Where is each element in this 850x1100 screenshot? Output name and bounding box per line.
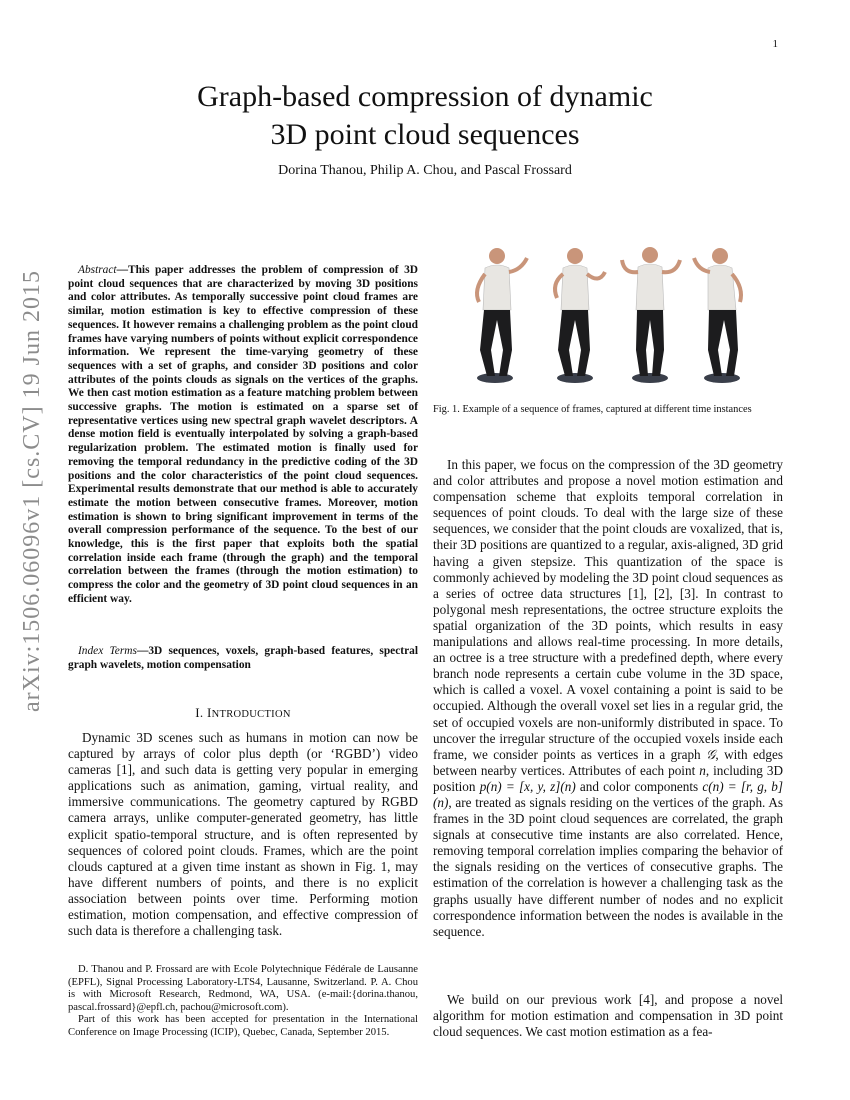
right-column-paragraph-1 — [433, 457, 783, 940]
frame-3-figure — [622, 247, 680, 383]
author-list: Dorina Thanou, Philip A. Chou, and Pascal Frossard — [278, 163, 572, 178]
footnotes — [68, 964, 418, 1040]
para1-part-a: In this paper, we focus on the compression of the 3D geometry and color attributes and propose a novel motion estimation and compensation scheme that exploits temporal correlation in sequences of point clouds. To deal with the large size of these sequences, we consider that the point clouds are voxalized, that is, their 3D positions are quantized to a regular, axis-aligned, 3D grid having a given stepsize. This quantization of the space is commonly achieved by modeling the 3D point cloud sequences as a series of octree data structures [1], [2], [3]. In contrast to polygonal mesh representations, the octree structure exploits the spatial organization of the 3D points, which results in easy manipulations and allows real-time processing. In more details, an octree is a tree structure with a predefined depth, where every branch node represents a certain cube volume in the 3D space, which is called a voxel. A voxel containing a point is said to be occupied. Although the overall voxel set lies in a regular grid, the set of occupied voxels are non-uniformly distributed in space. To uncover the irregular structure of the occupied voxels inside each frame, we consider points as vertices in a graph — [433, 457, 783, 762]
para1-part-c: , including 3D position — [433, 762, 783, 794]
para1-part-d: and color components — [575, 778, 703, 794]
page-number: 1 — [772, 38, 778, 50]
index-terms — [68, 645, 418, 672]
footnote-publication: Part of this work has been accepted for presentation in the International Conference on Image Processing (ICIP), Quebec, Canada, September 2015. — [68, 1014, 418, 1038]
frame-2-figure — [555, 248, 605, 383]
right-column-paragraph-2: We build on our previous work [4], and propose a novel algorithm for motion estimation and compensation in 3D point cloud sequences. We cast motion estimation as a fea- — [433, 992, 783, 1040]
paper-title — [60, 78, 790, 154]
footnote-affiliation: D. Thanou and P. Frossard are with Ecole Polytechnique Fédérale de Lausanne (EPFL), Signal Processing Laboratory-LTS4, Lausanne, Switzerland. P. A. Chou is with Microsoft Research, Redmond, WA, USA. (e-mail:{dorina.thanou, pascal.frossard}@epfl.ch, pachou@microsoft.com). — [68, 964, 418, 1013]
position-equation: p(n) = [x, y, z](n) — [479, 778, 576, 794]
n-symbol: n — [699, 762, 706, 778]
graph-symbol: 𝒢 — [706, 746, 716, 762]
abstract — [68, 264, 418, 607]
para1-part-e: , are treated as signals residing on the vertices of the graph. As frames in the 3D point cloud sequences are correlated, the graph signals at consecutive time instants are also correlated. Hence, removing temporal correlation implies comparing the behavior of the signals residing on the vertices of consecutive graphs. The estimation of the correlation is however a challenging task as the graphs usually have different number of nodes and no explicit correspondence information between the nodes is available in the sequence. — [433, 794, 783, 939]
color-equation: c(n) = [r, g, b](n) — [433, 778, 784, 810]
title-line-1: Graph-based compression of dynamic — [197, 80, 653, 113]
para1-part-b: , with edges between nearby vertices. Attributes of each point — [433, 746, 783, 778]
figure-point-cloud-frames — [450, 240, 770, 390]
frame-1-figure — [477, 248, 527, 383]
arxiv-identifier-stamp: arXiv:1506.06096v1 [cs.CV] 19 Jun 2015 — [19, 270, 45, 712]
figure-caption: Fig. 1. Example of a sequence of frames, captured at different time instances — [433, 404, 752, 415]
abstract-label: Abstract — [78, 264, 117, 276]
intro-paragraph: Dynamic 3D scenes such as humans in motion can now be captured by arrays of color plus depth (or ‘RGBD’) video cameras [1], and such data is getting very popular in emerging applications such as animation, gaming, virtual reality, and immersive communications. The geometry captured by RGBD camera arrays, unlike computer-generated geometry, has little explicit spatio-temporal structure, and is often represented by sequences of colored point clouds. Frames, which are the point clouds captured at a given time instant as shown in Fig. 1, may have different numbers of points, and there is no explicit association between points over time. Performing motion estimation, motion compensation, and effective compression of such data is therefore a challenging task. — [68, 730, 418, 939]
title-line-2: 3D point cloud sequences — [270, 118, 580, 151]
index-terms-label: Index Terms — [78, 645, 137, 657]
section-heading: I. INTRODUCTION — [195, 705, 291, 720]
frame-4-figure — [694, 248, 741, 383]
index-terms-text: —3D sequences, voxels, graph-based features, spectral graph wavelets, motion compensation — [68, 645, 418, 671]
abstract-text: —This paper addresses the problem of compression of 3D point cloud sequences that are characterized by moving 3D positions and color attributes. As temporally successive point cloud frames are similar, motion estimation is key to effective compression of these sequences. It however remains a challenging problem as the point cloud frames have varying numbers of points without explicit correspondence information. We represent the time-varying geometry of these sequences with a set of graphs, and consider 3D positions and color attributes of the points clouds as signals on the vertices of the graphs. We then cast motion estimation as a feature matching problem between successive graphs. The motion is estimated on a sparse set of representative vertices using new spectral graph wavelet descriptors. A dense motion field is eventually interpolated by solving a graph-based regularization problem. The estimated motion is finally used for removing the temporal redundancy in the predictive coding of the 3D positions and the color characteristics of the point cloud sequences. Experimental results demonstrate that our method is able to accurately estimate the motion between consecutive frames. Moreover, motion estimation is shown to bring significant improvement in terms of the overall compression performance of the sequence. To the best of our knowledge, this is the first paper that exploits both the spatial correlation inside each frame (through the graph) and the temporal correlation between the frames (through the motion estimation) to compress the color and the geometry of 3D point cloud sequences in an efficient way. — [68, 264, 418, 605]
